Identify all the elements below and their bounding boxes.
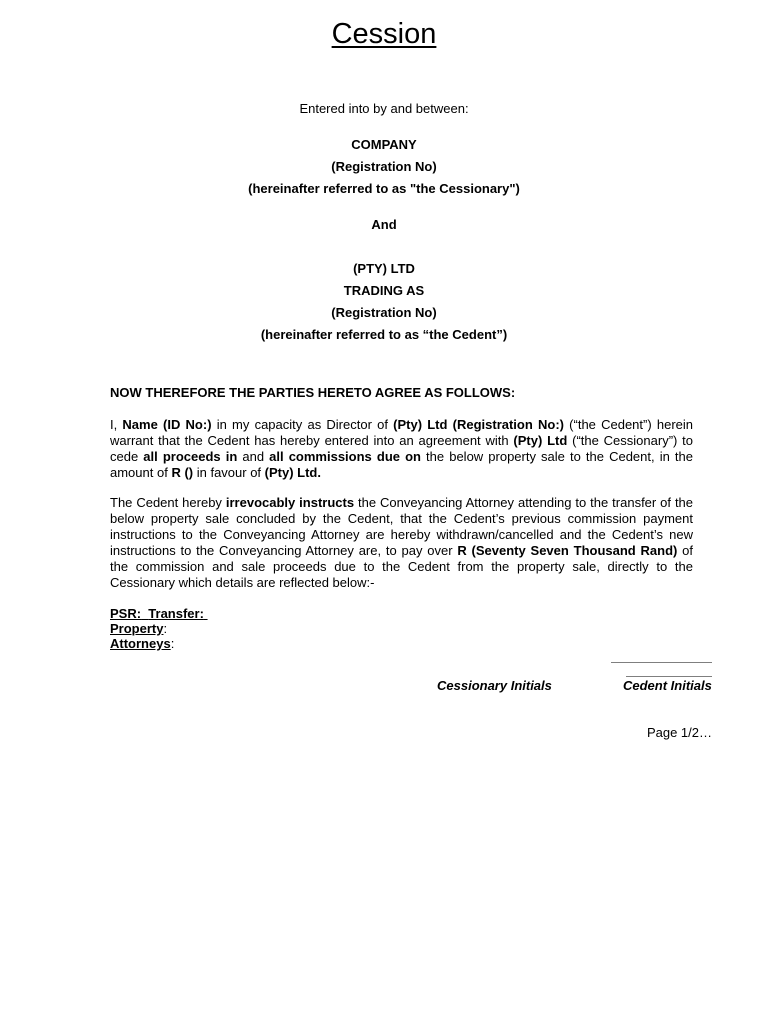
party1-referred: (hereinafter referred to as "the Cessionary") [248,181,520,196]
attorneys-line [110,636,174,652]
p2-bold: R (Seventy Seven Thousand Rand) [457,543,678,558]
conjunction-and: And [371,217,397,232]
page-number: Page 1/2… [646,725,712,740]
p1-bold: (Pty) Ltd. [264,465,321,480]
signature-rule-lower [626,676,712,677]
p1-bold: all proceeds in [143,449,238,464]
attorneys-label: Attorneys [110,636,171,651]
p2-bold: irrevocably instructs [225,495,355,510]
party1-registration: (Registration No) [331,159,437,174]
p1-bold: (Pty) Ltd (Registration No:) [393,417,564,432]
p1-text: I, [110,417,123,432]
party2-referred: (hereinafter referred to as “the Cedent”) [260,327,508,342]
p1-bold: R () [171,465,194,480]
agreement-heading: NOW THEREFORE THE PARTIES HERETO AGREE AS FOLLOWS: [110,385,516,400]
party1-name: COMPANY [351,137,417,152]
p1-text: (“the Cessionary”) to cede [110,433,694,464]
psr-transfer-line [110,606,208,622]
cessionary-initials-label: Cessionary Initials [437,678,552,693]
property-line [110,621,167,637]
intro-line: Entered into by and between: [299,101,469,116]
p1-text: the below property sale to the Cedent, in the amount of [110,449,693,480]
p1-bold: Name (ID No:) [122,417,212,432]
party2-trading: TRADING AS [343,283,425,298]
p2-text: the Conveyancing Attorney attending to the transfer of the below property sale concluded by the Cedent, that the Cedent’s previous commission payment instructions to the Conveyancing Attorney are hereby withdrawn/cancelled and the Cedent’s new instructions to the Conveyancing Attorney are, to pay over [110,495,694,558]
p1-text: and [237,449,270,464]
paragraph-instructions [110,495,693,591]
cedent-initials-label: Cedent Initials [623,678,712,693]
p1-text: in my capacity as Director of [211,417,394,432]
property-colon: : [163,621,168,636]
document-title [0,16,768,52]
p1-text: in favour of [193,465,265,480]
p1-text: (“the Cedent”) herein warrant that the Cedent has hereby entered into an agreement with [110,417,694,448]
transfer-label: Transfer: [148,606,204,621]
attorneys-colon: : [170,636,175,651]
p2-text: The Cedent hereby [110,495,226,510]
document-title-text: Cession [331,18,437,50]
p1-bold: all commissions due on [269,449,421,464]
signature-rule-upper [611,662,712,663]
property-label: Property [110,621,164,636]
psr-label: PSR: [110,606,142,621]
party2-registration: (Registration No) [331,305,437,320]
paragraph-cession-warranty [110,417,693,481]
p2-text: of the commission and sale proceeds due to the Cedent from the property sale, directly to the Cessionary which details are reflected below:- [110,543,693,590]
party2-name: (PTY) LTD [353,261,415,276]
p1-bold: (Pty) Ltd [513,433,568,448]
